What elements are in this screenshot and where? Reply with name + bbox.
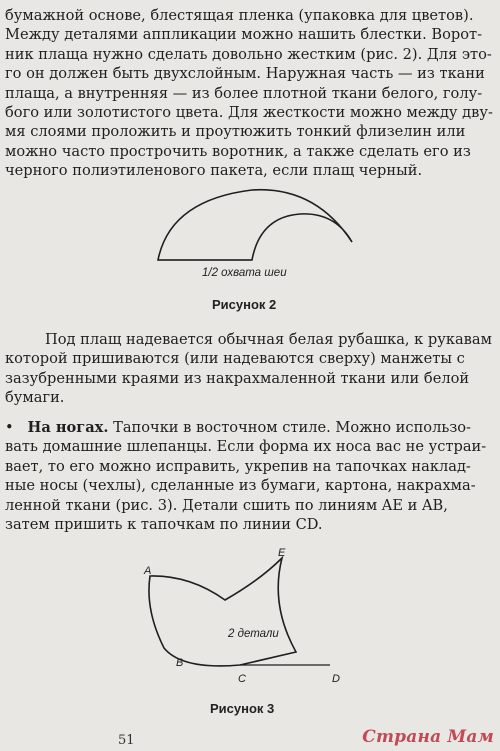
text-line: Под плащ надевается обычная белая рубашка, к рукавам bbox=[45, 331, 492, 348]
text-line: го он должен быть двухслойным. Наружная часть — из ткани bbox=[5, 65, 485, 83]
bullet-marker: • bbox=[5, 419, 14, 436]
text-fragment: Тапочки в восточном стиле. Можно использо- bbox=[113, 419, 471, 436]
text-line: которой пришиваются (или надеваются сверху) манжеты с bbox=[5, 350, 465, 368]
text-line: Между деталями аппликации можно нашить блестки. Ворот- bbox=[5, 26, 483, 44]
point-c-label: C bbox=[238, 673, 246, 685]
point-a-label: A bbox=[144, 565, 152, 577]
collar-outline bbox=[158, 190, 352, 260]
text-line: ник плаща нужно сделать довольно жестким (рис. 2). Для это- bbox=[5, 45, 492, 63]
text-line: плаща, а внутренняя — из более плотной ткани белого, голу- bbox=[5, 84, 483, 102]
paragraph-shirt bbox=[5, 330, 492, 408]
figure-2-label: 1/2 охвата шеи bbox=[202, 267, 287, 279]
point-b-label: B bbox=[176, 657, 184, 669]
text-line: бого или золотистого цвета. Для жесткости можно между дву- bbox=[5, 104, 493, 122]
text-line: черного полиэтиленового пакета, если плащ черный. bbox=[5, 162, 423, 180]
site-watermark: Страна Мам bbox=[362, 727, 494, 747]
figure-2-collar-pattern bbox=[140, 182, 380, 282]
text-line: затем пришить к тапочкам по линии CD. bbox=[5, 516, 323, 534]
figure-3-caption: Рисунок 3 bbox=[210, 701, 275, 716]
figure-3-slipper-pattern bbox=[120, 540, 360, 690]
page-number: 51 bbox=[118, 733, 135, 748]
text-line: вает, то его можно исправить, укрепив на тапочках наклад- bbox=[5, 457, 471, 475]
text-line: ные носы (чехлы), сделанные из бумаги, картона, накрахма- bbox=[5, 477, 476, 495]
text-line: бумаги. bbox=[5, 389, 65, 407]
section-heading: На ногах. bbox=[27, 419, 109, 436]
text-line: ленной ткани (рис. 3). Детали сшить по линиям AE и AB, bbox=[5, 496, 448, 514]
text-line: вать домашние шлепанцы. Если форма их носа вас не устраи- bbox=[5, 438, 487, 456]
text-line: бумажной основе, блестящая пленка (упаковка для цветов). bbox=[5, 7, 474, 24]
slipper-toe-outline bbox=[149, 558, 296, 666]
paragraph-feet bbox=[5, 418, 489, 534]
figure-3-label: 2 детали bbox=[228, 628, 279, 640]
paragraph-collar bbox=[5, 6, 493, 181]
point-e-label: E bbox=[278, 547, 286, 559]
text-line: зазубренными краями из накрахмаленной ткани или белой bbox=[5, 369, 470, 387]
text-line: мя слоями проложить и проутюжить тонкий флизелин или bbox=[5, 123, 466, 141]
figure-2-caption: Рисунок 2 bbox=[212, 297, 277, 312]
text-line: можно часто прострочить воротник, а также сделать его из bbox=[5, 142, 471, 160]
point-d-label: D bbox=[332, 673, 340, 685]
text-line bbox=[5, 418, 489, 437]
